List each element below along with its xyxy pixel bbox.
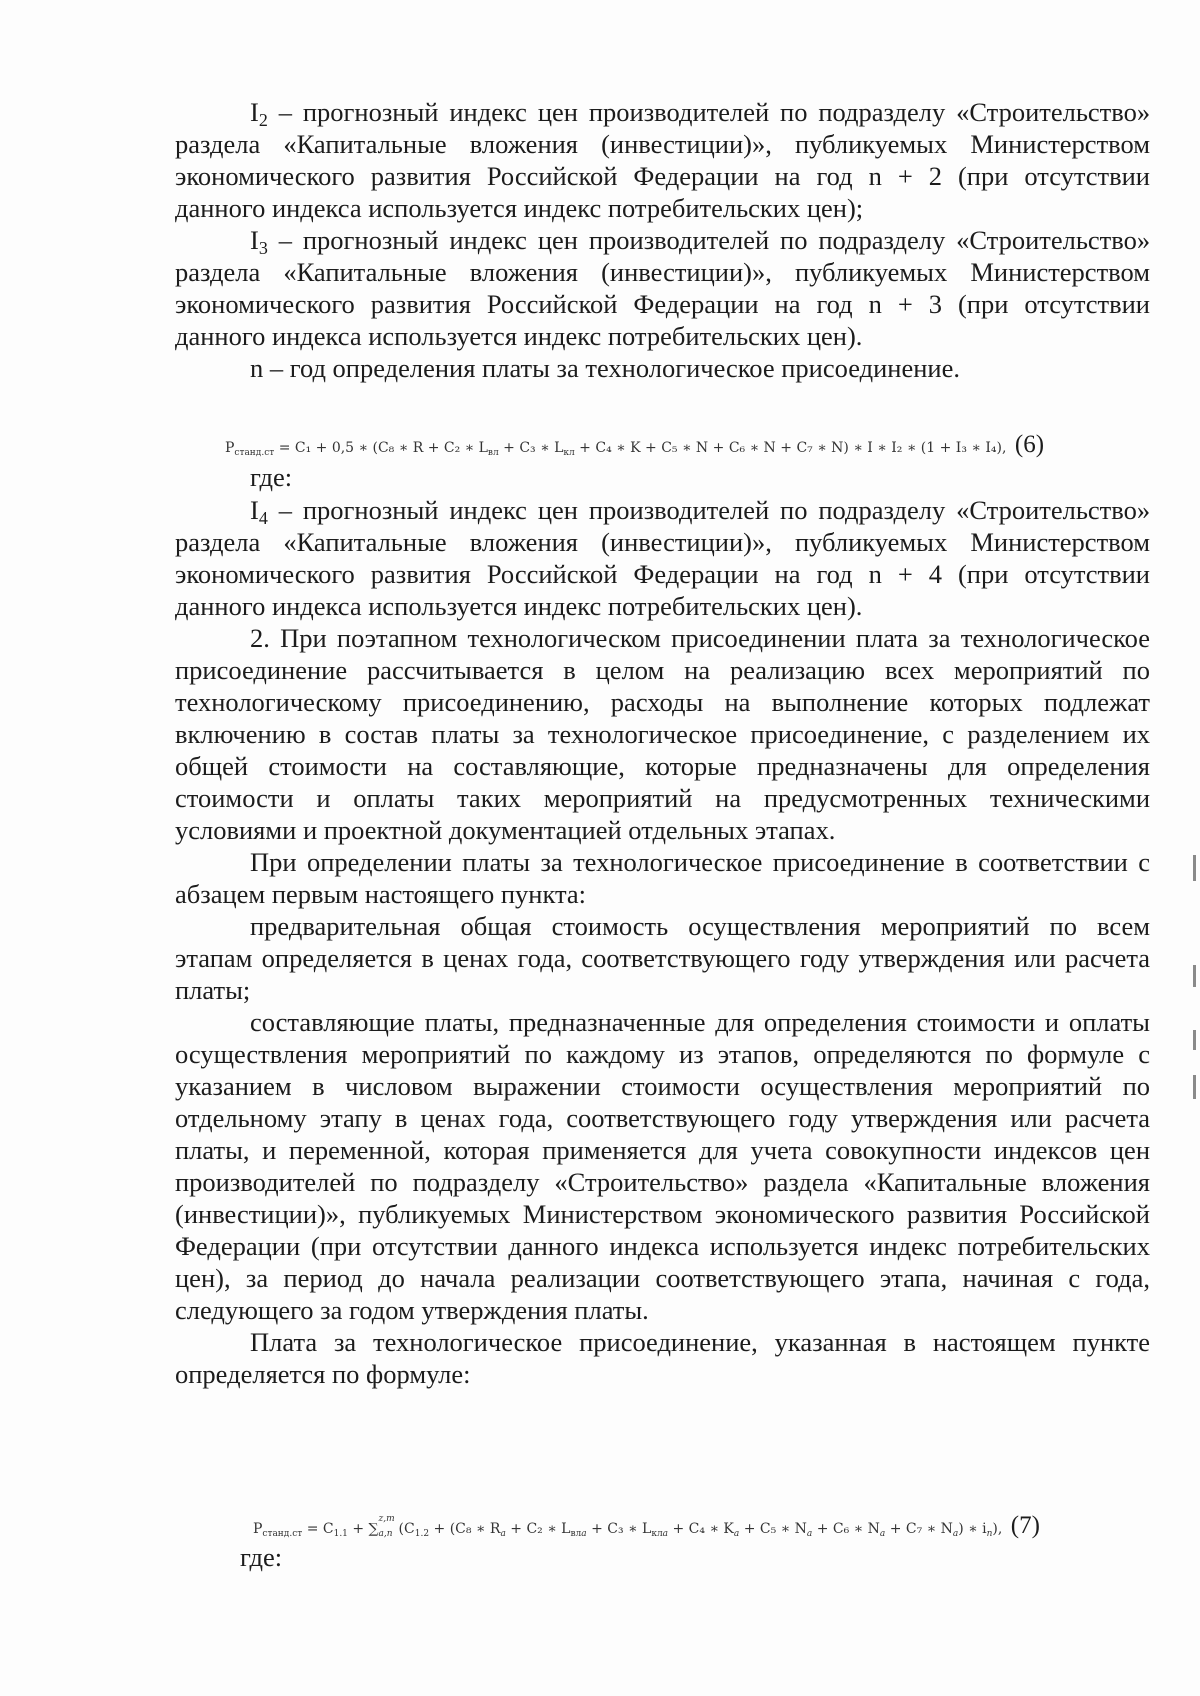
definitions-block-1: [175, 96, 1150, 384]
paragraph-predvaritelnaya: предварительная общая стоимость осуществления мероприятий по всем этапам определяется в ценах года, соответствующего году утверждения или расчета платы;: [175, 911, 1150, 1005]
where-label-2: где:: [240, 1542, 283, 1572]
definition-i3: $I_3$ – прогнозный индекс цен производителей по подразделу «Строительство» раздела «Капитальные вложения (инвестиции)», публикуемых Министерством экономического развития Российской Федерации на год n + 3 (при отсутствии данного индекса используется индекс потребительских цен).: [175, 225, 1151, 351]
definition-i2: $I_2$ – прогнозный индекс цен производителей по подразделу «Строительство» раздела «Капитальные вложения (инвестиции)», публикуемых Министерством экономического развития Российской Федерации на год n + 2 (при отсутствии данного индекса используется индекс потребительских цен);: [175, 97, 1151, 223]
paragraph-2: 2. При поэтапном технологическом присоединении плата за технологическое присоединение рассчитывается в целом на реализацию всех мероприятий по технологическому присоединению, расходы на выполнение которых подлежат включению в состав платы за технологическое присоединение, с разделением их общей стоимости на составляющие, которые предназначены для определения стоимости и оплаты таких мероприятий на предусмотренных техническими условиями и проектной документацией отдельных этапах.: [175, 623, 1150, 845]
scan-edge-mark: [1193, 855, 1196, 881]
definition-i4: $I_4$ – прогнозный индекс цен производителей по подразделу «Строительство» раздела «Капитальные вложения (инвестиции)», публикуемых Министерством экономического развития Российской Федерации на год n + 4 (при отсутствии данного индекса используется индекс потребительских цен).: [175, 495, 1151, 621]
formula-6: $P_{станд.ст} = C_1 + 0,5$ ∗ (C₈ ∗ R + C₂ ∗ $L_{вл} + C_3$ ∗ $L_{кл} + C_4$ ∗ K + C₅ ∗ N + C₆ ∗ N + C₇ ∗ N) ∗ I ∗ I₂ ∗ (1 + I₃ ∗ I₄), (6): [225, 431, 1045, 458]
definitions-block-2: [175, 494, 1150, 1390]
formula-7: $P_{станд.ст} = C_{1.1}$ + ∑ z,m a,n ($C_{1.2} + (C_8$ ∗ $R_a + C_2$ ∗ $L_{влa} + C_3$ ∗ $L_{клa} + C_4$ ∗ $K_a + C_5$ ∗ $N_a + C_6$ ∗ $N_a + C_7$ ∗ $N_a$) ∗ $i_n$), (7): [253, 1512, 1040, 1539]
formula-6-number: (6): [1014, 431, 1045, 458]
scan-edge-mark: [1193, 1075, 1196, 1099]
definition-n: n – год определения платы за технологическое присоединение.: [250, 353, 960, 383]
scan-edge-mark: [1193, 1030, 1196, 1050]
paragraph-sostavlyayushchie: составляющие платы, предназначенные для определения стоимости и оплаты осуществления мероприятий по каждому из этапов, определяются по формуле с указанием в числовом выражении стоимости осуществления мероприятий по отдельному этапу в ценах года, соответствующего году утверждения или расчета платы, и переменной, которая применяется для учета совокупности индексов цен производителей по подразделу «Строительство» раздела «Капитальные вложения (инвестиции)», публикуемых Министерством экономического развития Российской Федерации (при отсутствии данного индекса используется индекс потребительских цен), за период до начала реализации соответствующего этапа, начиная с года, следующего за годом утверждения платы.: [175, 1007, 1150, 1325]
paragraph-plata: Плата за технологическое присоединение, указанная в настоящем пункте определяется по формуле:: [175, 1327, 1150, 1389]
scan-edge-mark: [1193, 965, 1196, 987]
paragraph-pri-opredelenii: При определении платы за технологическое присоединение в соответствии с абзацем первым настоящего пункта:: [175, 847, 1150, 909]
formula-7-number: (7): [1010, 1512, 1040, 1539]
where-label-1: где:: [250, 462, 293, 492]
